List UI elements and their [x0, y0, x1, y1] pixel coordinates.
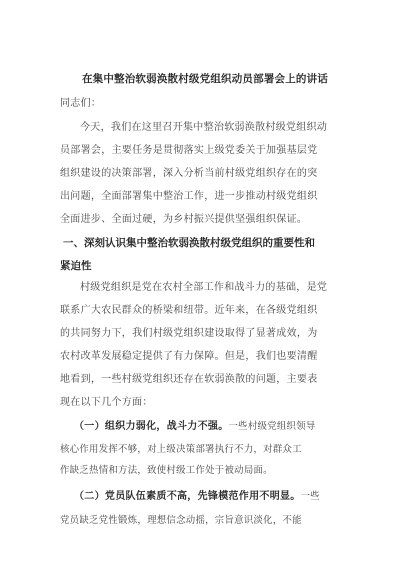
section-paragraph-line: 地看到，一些村级党组织还存在软弱涣散的问题，主要表 [60, 374, 318, 385]
point-one-text: 一些村级党组织领导 [228, 421, 316, 432]
document-title: 在集中整治软弱涣散村级党组织动员部署会上的讲话 [81, 73, 329, 85]
section-heading-continued: 紧迫性 [60, 260, 92, 272]
intro-line: 全面进步、全面过硬，为乡村振兴提供坚强组织保证。 [60, 214, 308, 225]
section-paragraph-line: 农村改革发展稳定提供了有力保障。但是，我们也要清醒 [60, 351, 318, 362]
point-one-line [74, 420, 316, 434]
point-two-line: 党员缺乏党性锻炼，理想信念动摇，宗旨意识淡化，不能 [60, 515, 302, 526]
point-two-line [74, 490, 320, 504]
section-paragraph-line: 联系广大农民群众的桥梁和纽带。近年来，在各级党组织 [60, 305, 318, 316]
intro-line: 组织建设的决策部署，深入分析当前村级党组织存在的突 [60, 168, 318, 179]
point-one-line: 核心作用发挥不够，对上级决策部署执行不力，对群众工 [60, 444, 302, 455]
point-two-heading: （二）党员队伍素质不高，先锋模范作用不明显。 [74, 491, 301, 502]
point-one-heading: （一）组织力弱化，战斗力不强。 [74, 421, 229, 432]
section-heading: 一、深刻认识集中整治软弱涣散村级党组织的重要性和 [63, 237, 315, 249]
intro-line: 员部署会，主要任务是贯彻落实上级党委关于加强基层党 [60, 145, 318, 156]
section-paragraph-line: 现在以下几个方面： [60, 397, 153, 408]
intro-line: 出问题，全面部署集中整治工作，进一步推动村级党组织 [60, 191, 318, 202]
section-paragraph-line: 的共同努力下，我们村级党组织建设取得了显著成效，为 [60, 328, 318, 339]
point-one-line: 作缺乏热情和方法，致使村级工作处于被动局面。 [60, 465, 273, 476]
point-two-text: 一些 [300, 491, 320, 502]
section-paragraph-line: 村级党组织是党在农村全部工作和战斗力的基础，是党 [80, 282, 328, 293]
intro-line: 今天，我们在这里召开集中整治软弱涣散村级党组织动 [80, 122, 328, 133]
salutation: 同志们： [60, 98, 102, 109]
